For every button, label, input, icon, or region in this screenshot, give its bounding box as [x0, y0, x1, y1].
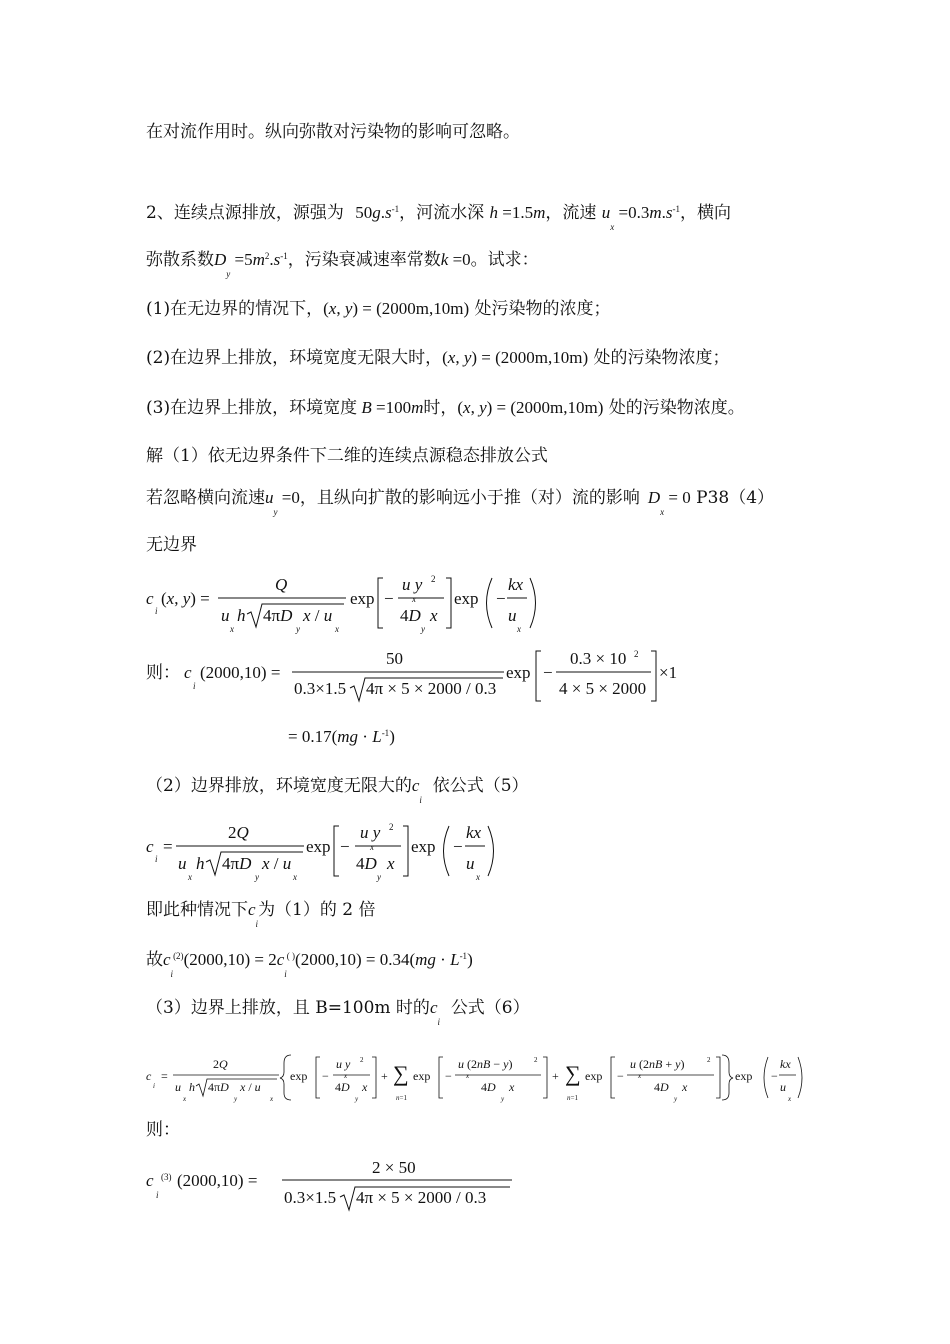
svg-text:y: y: [421, 624, 425, 634]
svg-text:h: h: [237, 606, 246, 625]
svg-text:u: u: [178, 854, 187, 873]
svg-text:u y: u y: [360, 823, 381, 842]
svg-text:x: x: [362, 1080, 368, 1094]
part-3-line: （3）边界上排放，且 B=100m 时的$c_i$ 公式（6）: [146, 998, 530, 1027]
formula-boundary-finite: [146, 1055, 802, 1103]
svg-text:x: x: [430, 606, 438, 625]
svg-text:x: x: [344, 1072, 348, 1080]
problem-2-line-2: 弥散系数$D_y =5m^2.s^{-1}$，污染衰减速率常数k =0。试求：: [146, 250, 539, 279]
svg-text:4π × 5 × 2000 / 0.3: 4π × 5 × 2000 / 0.3: [356, 1188, 487, 1207]
svg-text:kx: kx: [780, 1057, 791, 1071]
svg-text:x: x: [270, 1095, 274, 1103]
formula-substitution-1: [184, 649, 677, 701]
svg-text:h: h: [196, 854, 205, 873]
svg-text:u (2nB − y): u (2nB − y): [458, 1057, 513, 1071]
svg-text:x: x: [230, 624, 234, 634]
svg-text:u: u: [466, 854, 475, 873]
svg-text:i: i: [193, 681, 196, 691]
svg-text:u (2nB + y): u (2nB + y): [630, 1057, 685, 1071]
svg-text:4D: 4D: [481, 1080, 496, 1094]
svg-text:(x, y) =: (x, y) =: [161, 589, 210, 608]
svg-text:y: y: [234, 1095, 238, 1103]
svg-text:2: 2: [634, 649, 639, 659]
formula-substitution-3: [146, 1158, 512, 1210]
svg-text:+: +: [552, 1069, 559, 1083]
svg-text:x: x: [387, 854, 395, 873]
svg-text:∑: ∑: [393, 1061, 409, 1086]
svg-text:x: x: [183, 1095, 187, 1103]
svg-text:4πD: 4πD: [208, 1080, 229, 1094]
svg-text:(2000,10) =: (2000,10) =: [177, 1171, 258, 1190]
result-1: = $0.17(mg \cdot L^{-1})$: [288, 727, 395, 746]
svg-text:h: h: [189, 1080, 195, 1094]
svg-text:y: y: [296, 624, 300, 634]
svg-text:kx: kx: [508, 575, 524, 594]
svg-text:x: x: [476, 872, 480, 882]
svg-text:4π × 5 × 2000 / 0.3: 4π × 5 × 2000 / 0.3: [366, 679, 497, 698]
svg-text:2: 2: [534, 1056, 538, 1064]
svg-text:exp: exp: [290, 1069, 308, 1083]
svg-text:exp: exp: [306, 837, 331, 856]
svg-text:=: =: [161, 1069, 168, 1083]
svg-text:x / u: x / u: [303, 606, 333, 625]
svg-text:4D: 4D: [356, 854, 377, 873]
svg-text:u: u: [508, 606, 517, 625]
svg-text:−: −: [617, 1069, 624, 1083]
svg-text:n=1: n=1: [396, 1094, 407, 1102]
svg-text:c: c: [146, 1069, 152, 1083]
svg-text:2Q: 2Q: [213, 1057, 228, 1071]
svg-text:2 × 50: 2 × 50: [372, 1158, 416, 1177]
svg-text:y: y: [355, 1095, 359, 1103]
svg-text:4 × 5 × 2000: 4 × 5 × 2000: [559, 679, 647, 698]
svg-text:×1: ×1: [659, 663, 678, 682]
svg-text:exp: exp: [350, 589, 375, 608]
question-3: (3)在边界上排放，环境宽度 B =100m时，(x, y) = (2000m,10m) 处的污染物浓度。: [146, 398, 745, 418]
svg-text:exp: exp: [506, 663, 531, 682]
svg-text:2: 2: [431, 574, 436, 584]
svg-text:c: c: [184, 663, 192, 682]
svg-text:u: u: [175, 1080, 181, 1094]
svg-text:x: x: [370, 842, 374, 852]
svg-text:y: y: [255, 872, 259, 882]
svg-text:x: x: [509, 1080, 515, 1094]
problem-2-line: 2、连续点源排放，源强为 $50g.s^{-1}$，河流水深 h =1.5m，流速 $u_x =0.3m.s^{-1}$，横向: [146, 203, 732, 232]
svg-text:n=1: n=1: [567, 1094, 578, 1102]
svg-text:=: =: [163, 837, 173, 856]
svg-text:Q: Q: [275, 575, 288, 594]
svg-text:(2000,10) =: (2000,10) =: [200, 663, 281, 682]
svg-text:x: x: [466, 1072, 470, 1080]
svg-text:2: 2: [707, 1056, 711, 1064]
svg-text:(3): (3): [161, 1172, 172, 1182]
svg-text:−: −: [384, 589, 394, 608]
svg-text:−: −: [543, 663, 553, 682]
svg-text:i: i: [153, 1082, 155, 1090]
svg-text:4D: 4D: [654, 1080, 669, 1094]
svg-text:y: y: [501, 1095, 505, 1103]
svg-text:−: −: [322, 1069, 329, 1083]
svg-text:y: y: [377, 872, 381, 882]
svg-text:4πD: 4πD: [263, 606, 293, 625]
svg-text:u y: u y: [402, 575, 423, 594]
svg-text:kx: kx: [466, 823, 482, 842]
no-boundary-label: 无边界: [146, 535, 197, 555]
svg-text:u: u: [780, 1080, 786, 1094]
svg-text:−: −: [340, 837, 350, 856]
svg-text:i: i: [155, 854, 158, 864]
svg-text:4πD: 4πD: [222, 854, 252, 873]
svg-text:x: x: [682, 1080, 688, 1094]
svg-text:x: x: [517, 624, 521, 634]
question-2: (2)在边界上排放，环境宽度无限大时，(x, y) = (2000m,10m) 处的污染物浓度；: [146, 348, 730, 368]
svg-text:c: c: [146, 837, 154, 856]
part-2-line: （2）边界排放，环境宽度无限大的$c_i$ 依公式（5）: [146, 776, 529, 805]
svg-text:i: i: [155, 606, 158, 616]
question-1: (1)在无边界的情况下，(x, y) = (2000m,10m) 处污染物的浓度；: [146, 299, 611, 319]
svg-text:−: −: [453, 837, 463, 856]
svg-text:exp: exp: [585, 1069, 603, 1083]
svg-text:4D: 4D: [400, 606, 421, 625]
svg-text:x: x: [293, 872, 297, 882]
svg-text:2: 2: [360, 1056, 364, 1064]
svg-text:x: x: [335, 624, 339, 634]
svg-text:x: x: [638, 1072, 642, 1080]
svg-text:x: x: [788, 1095, 792, 1103]
double-line: 即此种情况下$c_i$为（1）的 2 倍: [146, 900, 376, 929]
svg-text:−: −: [496, 589, 506, 608]
svg-text:y: y: [674, 1095, 678, 1103]
svg-text:exp: exp: [735, 1069, 753, 1083]
svg-text:∑: ∑: [565, 1061, 581, 1086]
svg-text:0.3 × 10: 0.3 × 10: [570, 649, 627, 668]
svg-text:x / u: x / u: [262, 854, 292, 873]
svg-text:u: u: [221, 606, 230, 625]
svg-text:−: −: [771, 1069, 778, 1083]
solution-intro: 解（1）依无边界条件下二维的连续点源稳态排放公式: [146, 446, 548, 466]
solution-assumption: 若忽略横向流速$u_y =0$，且纵向扩散的影响远小于推（对）流的影响 $D_x = 0$ P38（4）: [146, 488, 775, 517]
svg-text:0.3×1.5: 0.3×1.5: [294, 679, 347, 698]
then-label-1: 则：: [146, 663, 180, 683]
then-label-2: 则：: [146, 1120, 180, 1140]
svg-text:i: i: [156, 1190, 159, 1200]
svg-text:x: x: [412, 594, 416, 604]
svg-text:c: c: [146, 1171, 154, 1190]
svg-text:2Q: 2Q: [228, 823, 249, 842]
svg-text:−: −: [445, 1069, 452, 1083]
result-2-line: 故$c_i^{(2)}(2000,10) = 2c_i^{( )}(2000,10) = 0.34(mg \cdot L^{-1})$: [146, 950, 473, 979]
svg-text:x: x: [188, 872, 192, 882]
svg-text:+: +: [381, 1069, 388, 1083]
svg-text:0.3×1.5: 0.3×1.5: [284, 1188, 337, 1207]
svg-text:exp: exp: [411, 837, 436, 856]
svg-text:x / u: x / u: [240, 1080, 261, 1094]
svg-text:4D: 4D: [335, 1080, 350, 1094]
svg-text:c: c: [146, 589, 154, 608]
svg-text:u y: u y: [336, 1057, 351, 1071]
svg-text:2: 2: [389, 822, 394, 832]
text-line-1: 在对流作用时。纵向弥散对污染物的影响可忽略。: [146, 122, 520, 142]
svg-text:exp: exp: [454, 589, 479, 608]
formula-no-boundary: [146, 574, 536, 634]
formula-boundary-infinite: [146, 822, 494, 882]
svg-text:exp: exp: [413, 1069, 431, 1083]
svg-text:50: 50: [386, 649, 403, 668]
